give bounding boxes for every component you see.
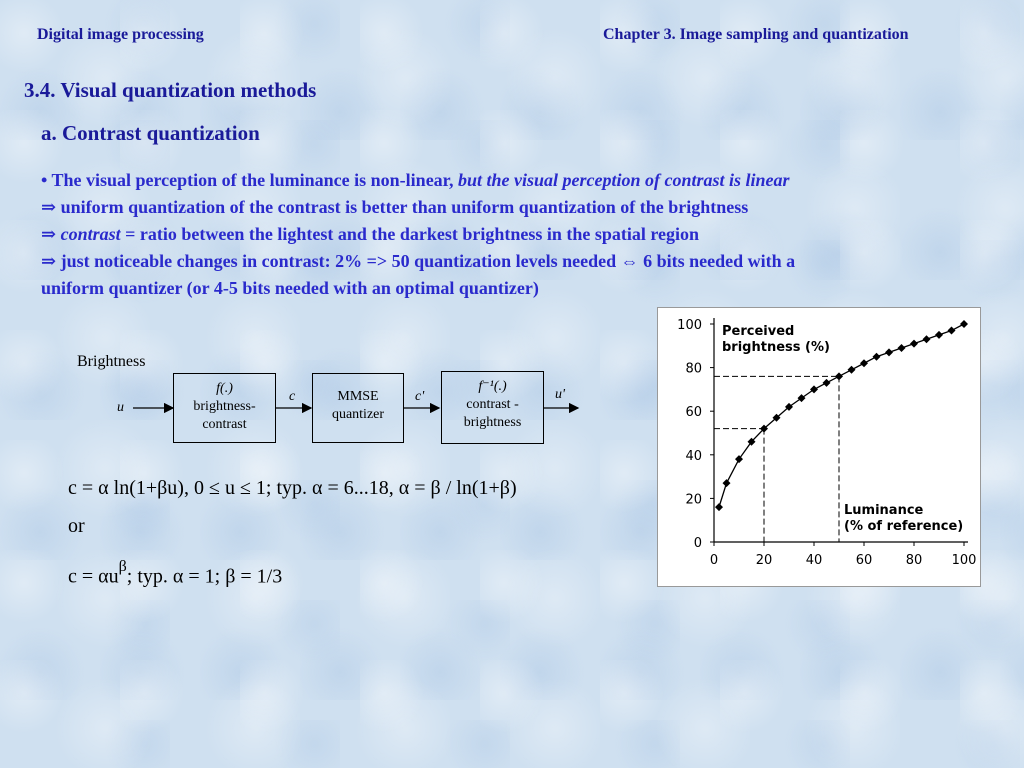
- chart-data-point: [860, 359, 868, 367]
- chart-data-point: [923, 335, 931, 343]
- formula-power-exponent: β: [118, 558, 127, 575]
- chart-x-tick-label: 0: [709, 553, 719, 568]
- header-left: Digital image processing: [37, 26, 204, 43]
- chart-y-tick-label: 100: [677, 318, 702, 333]
- chart-y-tick-label: 60: [685, 405, 702, 421]
- chart-y-tick-label: 20: [685, 492, 702, 508]
- chart-data-point: [898, 344, 906, 352]
- signal-c-prime-label: c': [415, 389, 425, 404]
- box1-line3: contrast: [202, 417, 247, 432]
- chart-data-point: [823, 379, 831, 387]
- chart-data-point: [960, 320, 968, 328]
- bullet-line-5: uniform quantizer (or 4-5 bits needed with an optimal quantizer): [41, 278, 539, 298]
- section-title: 3.4. Visual quantization methods: [24, 78, 317, 102]
- box-brightness-contrast: [173, 373, 276, 443]
- chart-data-point: [848, 366, 856, 374]
- signal-c-label: c: [289, 389, 296, 404]
- chart-x-tick-label: 80: [905, 553, 923, 568]
- signal-u-label: u: [117, 400, 124, 415]
- box3-line2: contrast -: [466, 397, 519, 412]
- chart-x-tick-label: 20: [755, 553, 773, 568]
- bullet-line-1-text: • The visual perception of the luminance is non-linear,: [41, 170, 459, 190]
- bullet-line-3-arrow: ⇒: [41, 224, 61, 244]
- chart-y-tick-label: 80: [685, 361, 702, 377]
- box3-line3: brightness: [463, 415, 522, 430]
- bullet-line-3-italic: contrast: [60, 224, 121, 244]
- chart-data-point: [723, 479, 731, 487]
- bullet-line-4: ⇒ just noticeable changes in contrast: 2% => 50 quantization levels needed ⇔ 6 bits needed with a: [41, 251, 796, 271]
- formula-power-left: c = αu: [68, 565, 119, 588]
- formula-or: or: [68, 515, 85, 537]
- bullet-line-3-text: = ratio between the lightest and the darkest brightness in the spatial region: [120, 224, 700, 244]
- chart-data-point: [835, 372, 843, 380]
- brightness-label: Brightness: [77, 353, 146, 370]
- chart-data-point: [885, 348, 893, 356]
- subsection-title: a. Contrast quantization: [41, 121, 260, 145]
- chart-y-title-line1: Perceived: [722, 324, 795, 339]
- chart-y-tick-label: 0: [693, 536, 702, 551]
- bullet-paragraph: [41, 167, 1016, 302]
- box-contrast-brightness: [441, 371, 544, 444]
- chart-data-point: [873, 353, 881, 361]
- chart-data-point: [810, 385, 818, 393]
- chart-data-point: [948, 327, 956, 335]
- bullet-line-2: ⇒ uniform quantization of the contrast is better than uniform quantization of the brightness: [41, 197, 749, 217]
- chart-x-title-line1: Luminance: [844, 503, 924, 518]
- box1-function: f(.): [216, 381, 233, 396]
- chart-y-tick-label: 40: [685, 448, 702, 464]
- box1-line2: brightness-: [193, 399, 256, 414]
- bullet-line-1: [41, 167, 1016, 194]
- header-right: Chapter 3. Image sampling and quantization: [603, 26, 909, 43]
- formula-power-right: ; typ. α = 1; β = 1/3: [126, 565, 283, 588]
- chart-x-tick-label: 100: [951, 553, 977, 568]
- formula-power: [68, 558, 283, 589]
- box3-function: f⁻¹(.): [478, 379, 507, 394]
- chart-x-title-line2: (% of reference): [844, 519, 964, 534]
- bullet-line-3: [41, 221, 1016, 248]
- chart-x-tick-label: 60: [855, 553, 873, 568]
- formula-log: c = α ln(1+βu), 0 ≤ u ≤ 1; typ. α = 6...18, α = β / ln(1+β): [68, 477, 517, 499]
- perceived-brightness-chart: [657, 307, 981, 587]
- chart-data-point: [715, 503, 723, 511]
- chart-x-tick-label: 40: [805, 553, 823, 568]
- chart-data-point: [910, 340, 918, 348]
- chart-data-point: [798, 394, 806, 402]
- chart-data-point: [935, 331, 943, 339]
- box2-line1: MMSE: [337, 389, 379, 404]
- box2-line2: quantizer: [331, 407, 385, 422]
- box-mmse-quantizer: [312, 373, 404, 443]
- signal-u-prime-label: u': [555, 387, 565, 402]
- bullet-line-1-italic: but the visual perception of contrast is linear: [458, 170, 790, 190]
- chart-y-title-line2: brightness (%): [722, 340, 830, 355]
- chart-svg: [658, 308, 980, 586]
